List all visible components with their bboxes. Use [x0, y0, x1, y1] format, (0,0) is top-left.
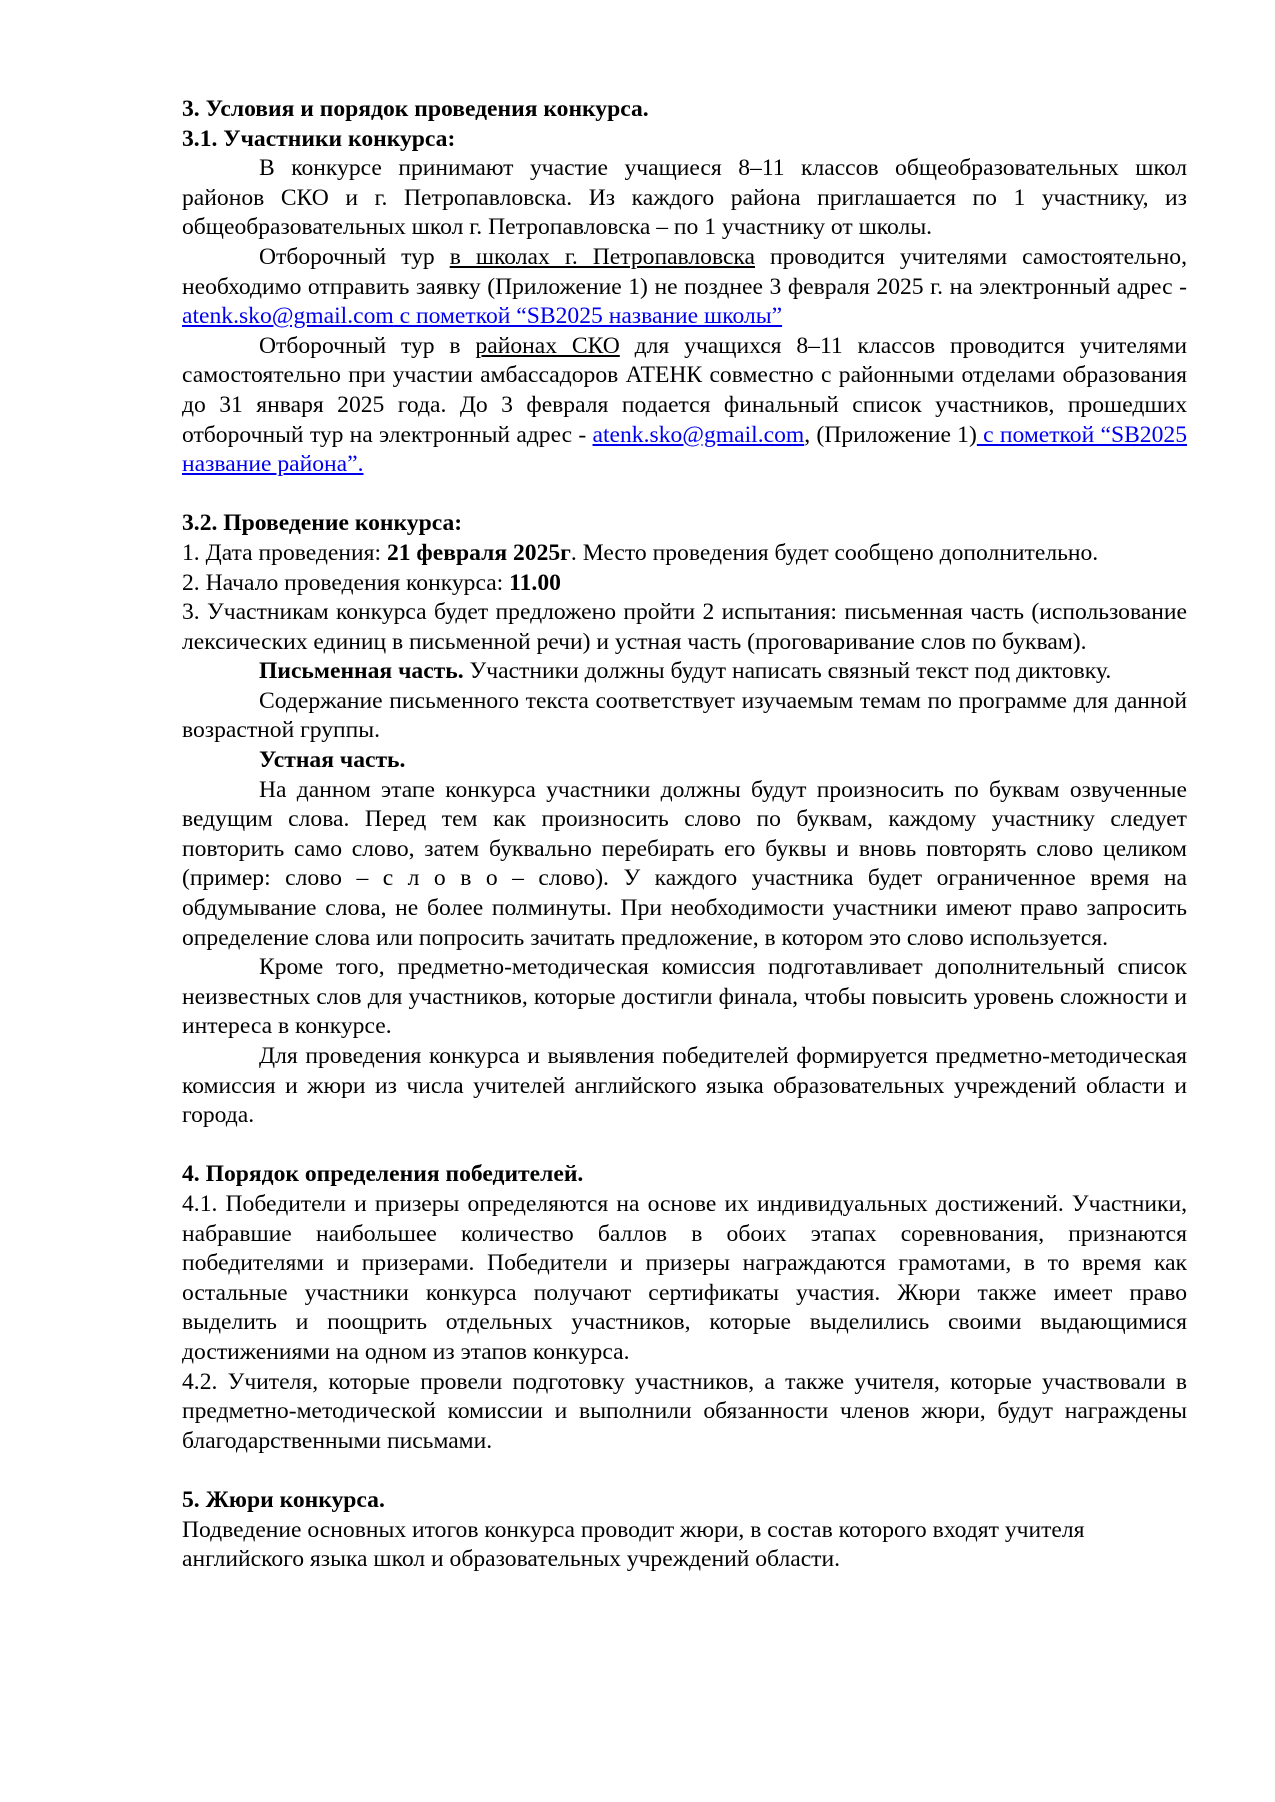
date-item	[182, 539, 1187, 569]
text-run: , (Приложение 1)	[804, 421, 977, 448]
event-date: 21 февраля 2025г	[386, 539, 571, 566]
text-run: . Место проведения будет сообщено дополнительно.	[570, 539, 1099, 566]
district-selection-paragraph	[182, 332, 1187, 480]
text-run: Участники должны будут написать связный текст под диктовку.	[463, 658, 1112, 685]
oral-part-paragraph: На данном этапе конкурса участники должны будут произносить по буквам озвученные ведущим слова. Перед тем как произносить слово по буквам, каждому участнику следует повторить само слово, затем буквально перебирать его буквы и вновь повторять слово целиком (пример: слово – с л о в о – слово). У каждого участника будет ограниченное время на обдумывание слова, не более полминуты. При необходимости участники имеют право запросить определение слова или попросить зачитать предложение, в котором это слово используется.	[182, 776, 1187, 951]
text-run: Отборочный тур в	[259, 332, 476, 359]
spacer	[182, 1131, 1187, 1161]
email-link[interactable]: atenk.sko@gmail.com	[592, 421, 805, 448]
text-run: проводится учителями самостоятельно, необходимо отправить заявку (Приложение 1) не позднее 3 февраля 2025 г. на электронный адрес -	[182, 243, 1187, 300]
spacer	[182, 1456, 1187, 1486]
tests-item: 3. Участникам конкурса будет предложено пройти 2 испытания: письменная часть (использование лексических единиц в письменной речи) и устная часть (проговаривание слов по буквам).	[182, 599, 1187, 655]
written-part-title: Письменная часть.	[259, 658, 464, 685]
text-run: 2. Начало проведения конкурса:	[182, 569, 510, 596]
oral-part-title-line	[182, 746, 1187, 776]
written-content-paragraph: Содержание письменного текста соответствует изучаемым темам по программе для данной возрастной группы.	[182, 687, 1187, 744]
document-body	[182, 95, 1187, 1575]
extra-words-paragraph: Кроме того, предметно-методическая комиссия подготавливает дополнительный список неизвестных слов для участников, которые достигли финала, чтобы повысить уровень сложности и интереса в конкурсе.	[182, 954, 1187, 1040]
teachers-paragraph: 4.2. Учителя, которые провели подготовку участников, а также учителя, которые участвовали в предметно-методической комиссии и выполнили обязанности членов жюри, будут награждены благодарственными письмами.	[182, 1368, 1187, 1454]
underlined-text: районах СКО	[475, 332, 620, 359]
participants-paragraph: В конкурсе принимают участие учащиеся 8–11 классов общеобразовательных школ районов СКО и г. Петропавловска. Из каждого района приглашается по 1 участнику, из общеобразовательных школ г. Петропавловска – по 1 участнику от школы.	[182, 155, 1187, 241]
subject-note-link[interactable]: с пометкой “SB2025 название школы”	[393, 303, 783, 330]
underlined-text: в школах г. Петропавловска	[449, 243, 755, 270]
section-3-heading: 3. Условия и порядок проведения конкурса.	[182, 96, 649, 122]
section-3-2-heading: 3.2. Проведение конкурса:	[182, 510, 463, 537]
jury-paragraph: Подведение основных итогов конкурса проводит жюри, в состав которого входят учителя английского языка школ и образовательных учреждений области.	[182, 1516, 1085, 1573]
start-time: 11.00	[509, 569, 561, 596]
section-5-heading: 5. Жюри конкурса.	[182, 1486, 385, 1513]
email-link[interactable]: atenk.sko@gmail.com	[182, 303, 394, 330]
oral-part-title: Устная часть.	[259, 747, 406, 774]
text-run: для учащихся 8–11 классов проводится учителями самостоятельно при участии амбассадоров АТЕНК совместно с районными отделами образования до 31 января 2025 года. До 3 февраля подается финальный список участников, прошедших отборочный тур на электронный адрес -	[182, 332, 1187, 448]
spacer	[182, 480, 1187, 510]
city-selection-paragraph	[182, 243, 1187, 332]
text-run: Отборочный тур	[259, 243, 450, 270]
start-time-item	[182, 569, 1187, 599]
section-3-1-heading: 3.1. Участники конкурса:	[182, 125, 456, 152]
text-run: 1. Дата проведения:	[182, 539, 387, 566]
commission-paragraph: Для проведения конкурса и выявления победителей формируется предметно-методическая комиссия и жюри из числа учителей английского языка образовательных учреждений области и города.	[182, 1043, 1187, 1129]
subject-note-link[interactable]: с пометкой “SB2025 название района”.	[182, 421, 1187, 478]
winners-paragraph: 4.1. Победители и призеры определяются на основе их индивидуальных достижений. Участники, набравшие наибольшее количество баллов в обоих этапах соревнования, признаются победителями и призерами. Победители и призеры награждаются грамотами, в то время как остальные участники конкурса получают сертификаты участия. Жюри также имеет право выделить и поощрить отдельных участников, которые выделились своими выдающимися достижениями на одном из этапов конкурса.	[182, 1190, 1187, 1365]
written-part-paragraph	[182, 657, 1187, 687]
section-4-heading: 4. Порядок определения победителей.	[182, 1161, 584, 1188]
